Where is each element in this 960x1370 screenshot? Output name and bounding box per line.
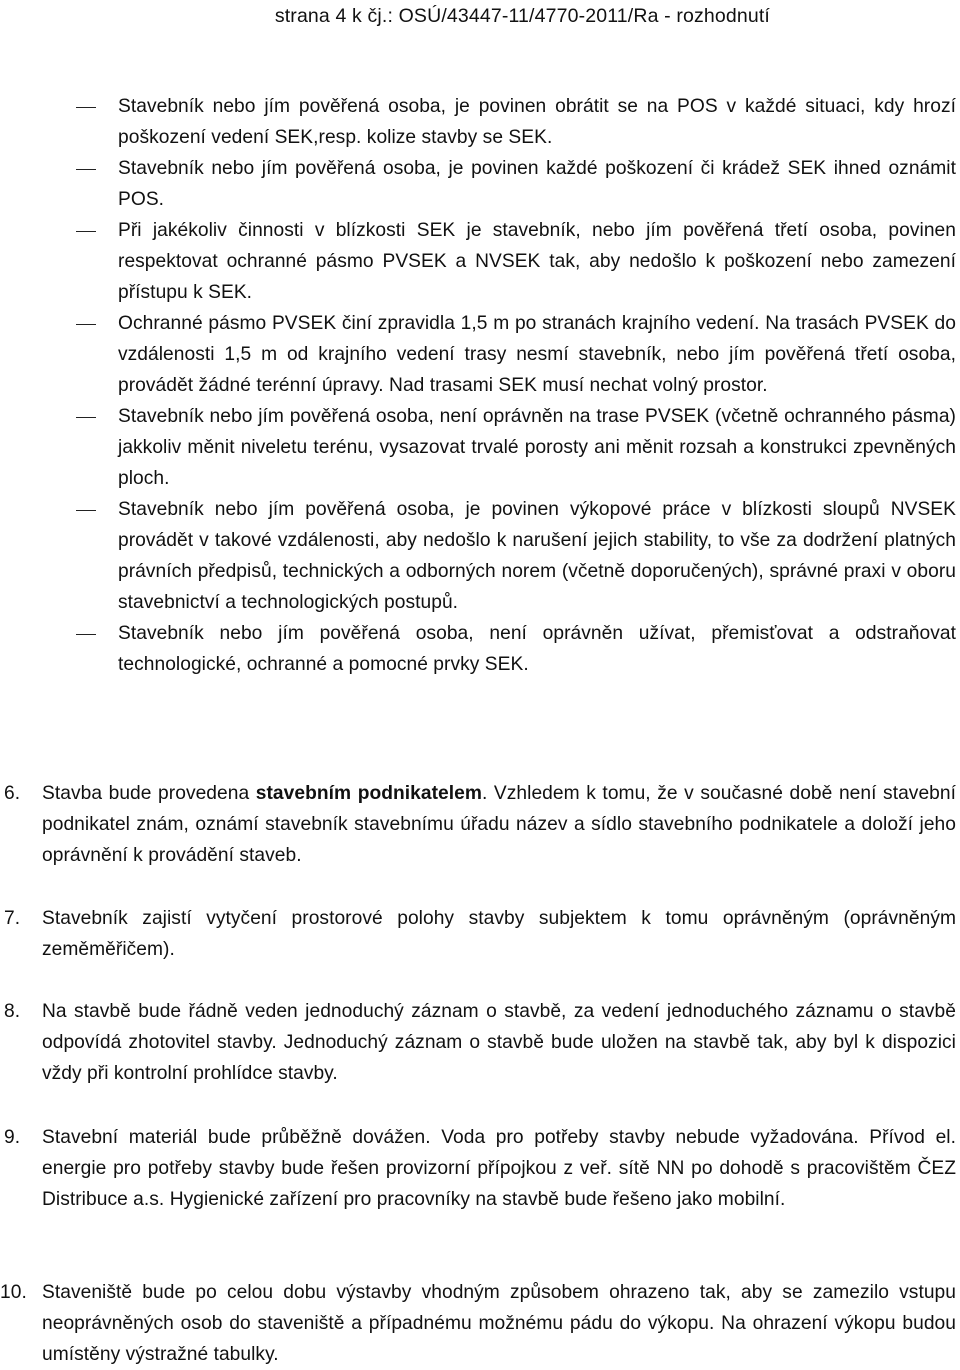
dash-bullet-icon — [76, 324, 96, 325]
numbered-item-7 — [0, 903, 960, 965]
item-number: 7. — [4, 908, 21, 929]
list-item — [0, 153, 960, 215]
item-text: Staveniště bude po celou dobu výstavby vhodným způsobem ohrazeno tak, aby se zamezilo vstupu neoprávněných osob do staveniště a případnému možnému pádu do výkopu. Na ohrazení výkopu budou umístěny výstražné tabulky. — [42, 1282, 956, 1365]
dash-bullet-icon — [76, 634, 96, 635]
dash-bullet-icon — [76, 169, 96, 170]
item-text: Stavba bude provedena stavebním podnikatelem. Vzhledem k tomu, že v současné době není stavební podnikatel znám, oznámí stavebník stavebnímu úřadu název a sídlo stavebního podnikatele a doloží jeho oprávnění k provádění staveb. — [42, 783, 956, 866]
item-number: 9. — [4, 1127, 21, 1148]
dash-bullet-icon — [76, 231, 96, 232]
list-item-text: Stavebník nebo jím pověřená osoba, není oprávněn na trase PVSEK (včetně ochranného pásma) jakkoliv měnit niveletu terénu, vysazovat trvalé porosty ani měnit rozsah a konstrukci zpevněných ploch. — [118, 406, 956, 489]
item-number: 6. — [4, 783, 21, 804]
bold-term: stavebním podnikatelem — [255, 783, 482, 804]
list-item — [0, 215, 960, 308]
list-item — [0, 401, 960, 494]
numbered-item-9 — [0, 1122, 960, 1215]
numbered-item-8 — [0, 996, 960, 1089]
list-item — [0, 494, 960, 618]
list-item-text: Ochranné pásmo PVSEK činí zpravidla 1,5 m po stranách krajního vedení. Na trasách PVSEK do vzdálenosti 1,5 m od krajního vedení trasy nesmí stavebník, nebo jím pověřená třetí osoba, provádět žádné terénní úpravy. Nad trasami SEK musí nechat volný prostor. — [118, 313, 956, 396]
list-item-text: Při jakékoliv činnosti v blízkosti SEK je stavebník, nebo jím pověřená třetí osoba, povinen respektovat ochranné pásmo PVSEK a NVSEK tak, aby nedošlo k poškození nebo zamezení přístupu k SEK. — [118, 220, 956, 303]
item-number: 8. — [4, 1001, 21, 1022]
list-item — [0, 618, 960, 680]
list-item-text: Stavebník nebo jím pověřená osoba, je povinen výkopové práce v blízkosti sloupů NVSEK provádět v takové vzdálenosti, aby nedošlo k narušení jejich stability, to vše za dodržení platných právních předpisů, technických a odborných norem (včetně doporučených), správné praxi v oboru stavebnictví a technologických postupů. — [118, 499, 956, 613]
bullet-list — [0, 91, 960, 680]
dash-bullet-icon — [76, 417, 96, 418]
dash-bullet-icon — [76, 107, 96, 108]
numbered-item-10 — [0, 1277, 960, 1370]
list-item-text: Stavebník nebo jím pověřená osoba, je povinen obrátit se na POS v každé situaci, kdy hrozí poškození vedení SEK,resp. kolize stavby se SEK. — [118, 96, 956, 148]
item-number: 10. — [0, 1282, 27, 1303]
item-text: Na stavbě bude řádně veden jednoduchý záznam o stavbě, za vedení jednoduchého záznamu o stavbě odpovídá zhotovitel stavby. Jednoduchý záznam o stavbě bude uložen na stavbě tak, aby byl k dispozici vždy při kontrolní prohlídce stavby. — [42, 1001, 956, 1084]
page-header: strana 4 k čj.: OSÚ/43447-11/4770-2011/Ra - rozhodnutí — [274, 5, 770, 27]
list-item — [0, 91, 960, 153]
list-item-text: Stavebník nebo jím pověřená osoba, není oprávněn užívat, přemisťovat a odstraňovat technologické, ochranné a pomocné prvky SEK. — [118, 623, 956, 675]
dash-bullet-icon — [76, 510, 96, 511]
list-item-text: Stavebník nebo jím pověřená osoba, je povinen každé poškození či krádež SEK ihned oznámit POS. — [118, 158, 956, 210]
list-item — [0, 308, 960, 401]
item-text: Stavebník zajistí vytyčení prostorové polohy stavby subjektem k tomu oprávněným (oprávněným zeměměřičem). — [42, 908, 956, 960]
numbered-item-6 — [0, 778, 960, 871]
item-text: Stavební materiál bude průběžně dovážen. Voda pro potřeby stavby nebude vyžadována. Přívod el. energie pro potřeby stavby bude řešen provizorní přípojkou z veř. sítě NN po dohodě s pracovištěm ČEZ Distribuce a.s. Hygienické zařízení pro pracovníky na stavbě bude řešeno jako mobilní. — [42, 1127, 956, 1210]
